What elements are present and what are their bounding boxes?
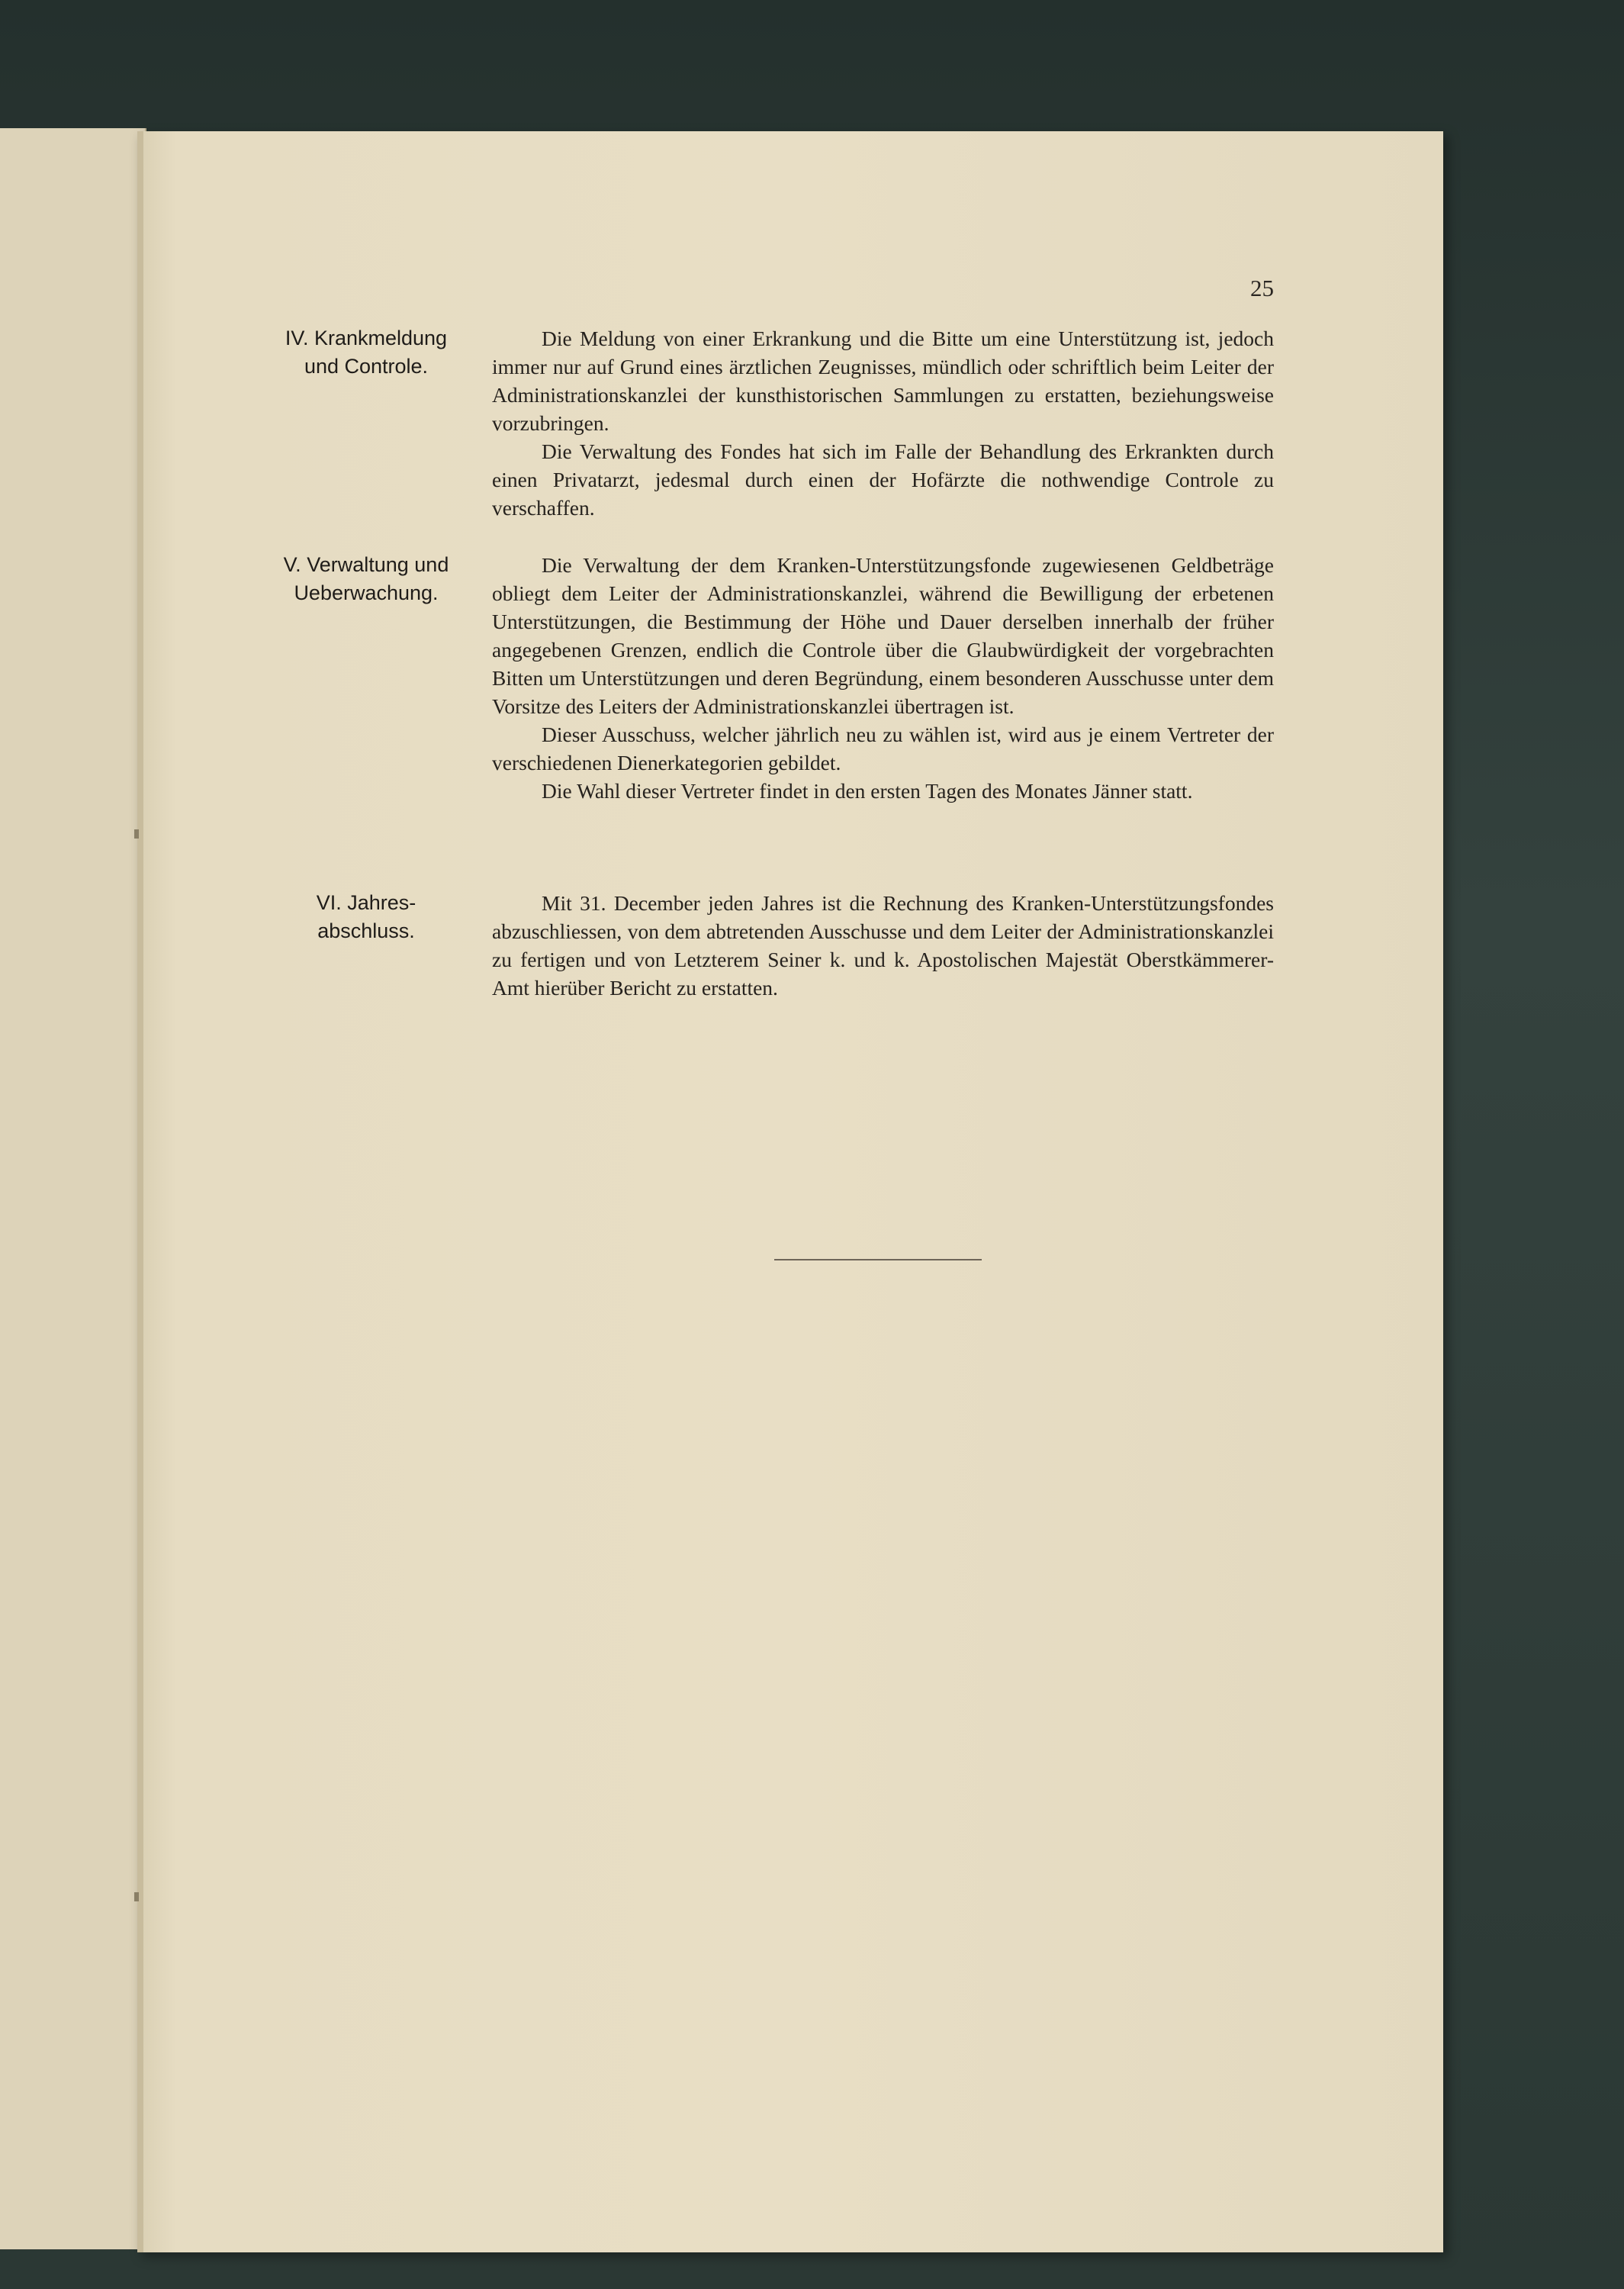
paragraph: Die Meldung von einer Erkrankung und die Bitte um eine Unterstützung ist, jedoch immer nur auf Grund eines ärztlichen Zeugnisses, mündlich oder schriftlich beim Leiter der Administrationskanzlei der kunsthistorischen Sammlungen zu erstatten, beziehungsweise vorzubringen. (492, 327, 1274, 435)
paragraph: Die Wahl dieser Vertreter findet in den ersten Tagen des Monates Jänner statt. (542, 779, 1193, 803)
section-heading-line: IV. Krankmeldung (285, 327, 448, 349)
section-body (492, 551, 1274, 805)
section-heading-line: V. Verwaltung und (283, 553, 449, 576)
section-heading-line: Ueberwachung. (294, 581, 439, 604)
paragraph: Mit 31. December jeden Jahres ist die Rechnung des Kranken-Unterstützungsfondes abzuschliessen, von dem abtretenden Ausschusse und dem Leiter der Administrationskanzlei zu fertigen und von Letzterem Seiner k. und k. Apostolischen Majestät Oberstkämmerer-Amt hierüber Bericht zu erstatten. (492, 891, 1274, 1000)
left-facing-page-edge (0, 128, 146, 2249)
binding-mark (134, 829, 139, 839)
section-heading-line: abschluss. (317, 919, 415, 942)
page-gutter (137, 131, 143, 2252)
paragraph: Dieser Ausschuss, welcher jährlich neu zu wählen ist, wird aus je einem Vertreter der verschiedenen Dienerkategorien gebildet. (492, 723, 1274, 774)
section-heading-line: VI. Jahres- (316, 891, 416, 914)
section-body (492, 889, 1274, 1002)
section-heading-line: und Controle. (304, 355, 429, 378)
section-heading (259, 889, 473, 945)
section-heading (259, 551, 473, 607)
paragraph: Die Verwaltung der dem Kranken-Unterstützungsfonde zugewiesenen Geldbeträge obliegt dem Leiter der Administrationskanzlei, während die Bewilligung der erbetenen Unterstützungen, die Bestimmung der Höhe und Dauer derselben innerhalb der früher angegebenen Grenzen, endlich die Controle über die Glaubwürdigkeit der vorgebrachten Bitten um Unterstützungen und deren Begründung, einem besonderen Ausschusse unter dem Vorsitze des Leiters der Administrationskanzlei übertragen ist. (492, 553, 1274, 718)
binding-mark (134, 1892, 139, 1901)
paragraph: Die Verwaltung des Fondes hat sich im Falle der Behandlung des Erkrankten durch einen Privatarzt, jedesmal durch einen der Hofärzte die nothwendige Controle zu verschaffen. (492, 439, 1274, 520)
page-number: 25 (1250, 275, 1274, 301)
closing-rule (774, 1259, 982, 1260)
section-body (492, 324, 1274, 522)
section-heading (259, 324, 473, 381)
